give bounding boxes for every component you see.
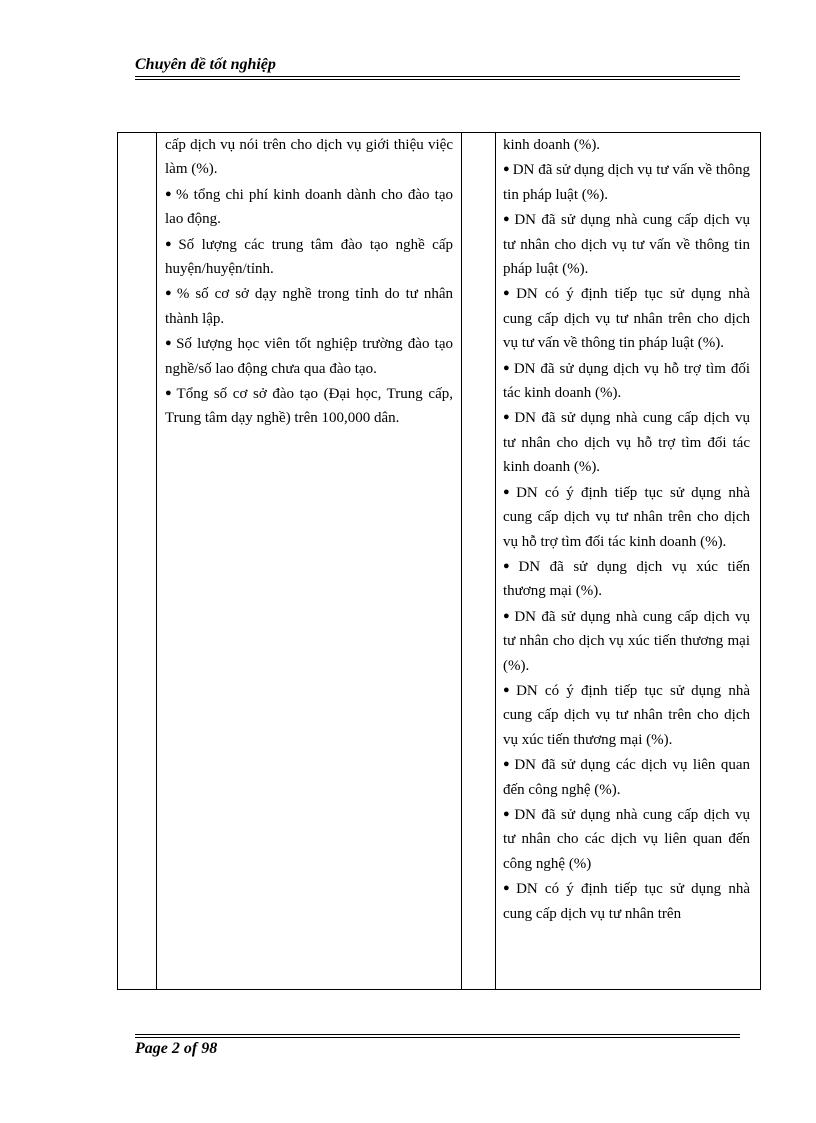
list-item	[165, 281, 453, 331]
list-item-text: % số cơ sở dạy nghề trong tỉnh do tư nhân thành lập.	[165, 286, 453, 327]
list-item	[503, 207, 750, 281]
list-item	[503, 356, 750, 406]
list-item	[503, 604, 750, 678]
list-item-text: DN đã sử dụng dịch vụ tư vấn về thông tin pháp luật (%).	[503, 162, 750, 203]
list-item	[503, 405, 750, 479]
header-rule	[135, 76, 740, 80]
bullet-icon: ●	[503, 485, 514, 498]
list-item	[503, 802, 750, 876]
list-item	[503, 876, 750, 926]
bullet-icon: ●	[165, 387, 174, 400]
footer-rule	[135, 1034, 740, 1038]
bullet-icon: ●	[165, 187, 174, 200]
list-item	[503, 480, 750, 554]
list-item	[503, 133, 750, 157]
indicator-table	[117, 132, 761, 990]
list-item	[165, 331, 453, 381]
bullet-icon: ●	[503, 411, 512, 424]
list-item-text: DN đã sử dụng nhà cung cấp dịch vụ tư nhân cho các dịch vụ liên quan đến công nghệ (%)	[503, 806, 750, 872]
table-cell-indicators-right	[503, 133, 750, 926]
list-item	[165, 182, 453, 232]
bullet-icon: ●	[503, 609, 512, 622]
list-item-text: DN có ý định tiếp tục sử dụng nhà cung cấp dịch vụ tư nhân trên cho dịch vụ hỗ trợ tìm đối tác kinh doanh (%).	[503, 484, 750, 550]
column-divider	[461, 133, 462, 989]
list-item-text: DN đã sử dụng nhà cung cấp dịch vụ tư nhân cho dịch vụ tư vấn về thông tin pháp luật (%).	[503, 212, 750, 278]
list-item-text: DN có ý định tiếp tục sử dụng nhà cung cấp dịch vụ tư nhân trên	[503, 881, 750, 922]
column-divider	[156, 133, 157, 989]
bullet-icon: ●	[503, 287, 514, 300]
list-item-text: DN đã sử dụng nhà cung cấp dịch vụ tư nhân cho dịch vụ hỗ trợ tìm đối tác kinh doanh (%).	[503, 410, 750, 476]
bullet-icon: ●	[503, 559, 516, 572]
page-number: Page 2 of 98	[135, 1040, 218, 1057]
bullet-icon: ●	[503, 758, 512, 771]
list-item-text: DN đã sử dụng dịch vụ hỗ trợ tìm đối tác kinh doanh (%).	[503, 360, 750, 402]
list-item-text: DN đã sử dụng nhà cung cấp dịch vụ tư nhân cho dịch vụ xúc tiến thương mại (%).	[503, 608, 750, 674]
header-title: Chuyên đề tốt nghiệp	[135, 56, 276, 73]
bullet-icon: ●	[165, 237, 176, 250]
list-item-text: DN có ý định tiếp tục sử dụng nhà cung cấp dịch vụ tư nhân trên cho dịch vụ xúc tiến thương mại (%).	[503, 682, 750, 748]
list-item	[503, 157, 750, 207]
list-item	[165, 133, 453, 182]
list-item-text: Tổng số cơ sở đào tạo (Đại học, Trung cấp, Trung tâm dạy nghề) trên 100,000 dân.	[165, 386, 453, 427]
bullet-icon: ●	[503, 361, 511, 374]
list-item	[503, 281, 750, 355]
list-item	[503, 678, 750, 752]
list-item-text: Số lượng các trung tâm đào tạo nghề cấp huyện/huyện/tỉnh.	[165, 236, 453, 278]
bullet-icon: ●	[503, 882, 514, 895]
list-item	[165, 381, 453, 431]
list-item-text: cấp dịch vụ nói trên cho dịch vụ giới thiệu việc làm (%).	[165, 137, 453, 178]
list-item-text: % tổng chi phí kinh doanh dành cho đào tạo lao động.	[165, 186, 453, 228]
column-divider	[495, 133, 496, 989]
list-item	[503, 752, 750, 802]
bullet-icon: ●	[503, 683, 514, 696]
bullet-icon: ●	[503, 163, 510, 176]
list-item-text: DN đã sử dụng dịch vụ xúc tiến thương mại (%).	[503, 558, 750, 600]
list-item-text: Số lượng học viên tốt nghiệp trường đào tạo nghề/số lao động chưa qua đào tạo.	[165, 336, 453, 377]
list-item	[503, 554, 750, 604]
bullet-icon: ●	[165, 337, 174, 350]
bullet-icon: ●	[503, 807, 512, 820]
bullet-icon: ●	[165, 287, 174, 300]
list-item-text: DN đã sử dụng các dịch vụ liên quan đến công nghệ (%).	[503, 757, 750, 798]
table-cell-indicators-left	[165, 133, 453, 431]
list-item-text: kinh doanh (%).	[503, 137, 601, 153]
list-item-text: DN có ý định tiếp tục sử dụng nhà cung cấp dịch vụ tư nhân trên cho dịch vụ tư vấn về thông tin pháp luật (%).	[503, 286, 750, 352]
list-item	[165, 232, 453, 282]
bullet-icon: ●	[503, 213, 512, 226]
